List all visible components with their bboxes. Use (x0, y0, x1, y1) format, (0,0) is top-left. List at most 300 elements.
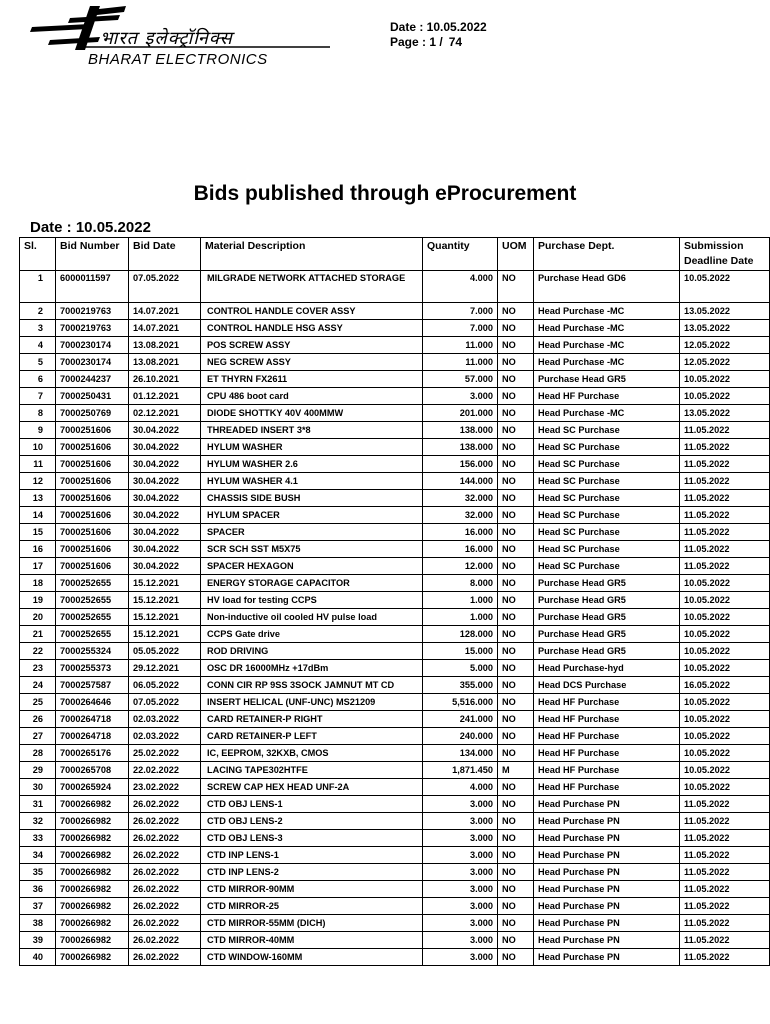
table-row (20, 524, 770, 541)
cell-quantity: 3.000 (423, 915, 498, 932)
cell-submission-deadline: 11.05.2022 (680, 932, 770, 949)
cell-quantity: 32.000 (423, 490, 498, 507)
cell-sl: 4 (20, 337, 56, 354)
cell-sl: 28 (20, 745, 56, 762)
cell-submission-deadline: 10.05.2022 (680, 609, 770, 626)
cell-purchase-dept: Head SC Purchase (534, 473, 680, 490)
cell-submission-deadline: 11.05.2022 (680, 898, 770, 915)
cell-sl: 9 (20, 422, 56, 439)
cell-uom: NO (498, 507, 534, 524)
cell-uom: NO (498, 303, 534, 320)
cell-bid-date: 26.02.2022 (129, 796, 201, 813)
cell-purchase-dept: Head SC Purchase (534, 422, 680, 439)
cell-submission-deadline: 10.05.2022 (680, 371, 770, 388)
cell-uom: NO (498, 490, 534, 507)
table-row (20, 796, 770, 813)
cell-bid-number: 7000266982 (56, 932, 129, 949)
table-row (20, 473, 770, 490)
cell-sl: 19 (20, 592, 56, 609)
cell-uom: NO (498, 524, 534, 541)
cell-bid-number: 7000251606 (56, 490, 129, 507)
cell-submission-deadline: 10.05.2022 (680, 745, 770, 762)
cell-submission-deadline: 11.05.2022 (680, 864, 770, 881)
cell-bid-date: 26.02.2022 (129, 830, 201, 847)
cell-bid-date: 05.05.2022 (129, 643, 201, 660)
cell-purchase-dept: Head Purchase-hyd (534, 660, 680, 677)
cell-bid-date: 30.04.2022 (129, 439, 201, 456)
cell-purchase-dept: Purchase Head GR5 (534, 371, 680, 388)
cell-bid-date: 26.02.2022 (129, 949, 201, 966)
cell-quantity: 156.000 (423, 456, 498, 473)
cell-sl: 14 (20, 507, 56, 524)
cell-uom: NO (498, 337, 534, 354)
table-row (20, 762, 770, 779)
cell-submission-deadline: 16.05.2022 (680, 677, 770, 694)
table-row (20, 371, 770, 388)
cell-quantity: 16.000 (423, 524, 498, 541)
cell-uom: NO (498, 745, 534, 762)
cell-quantity: 12.000 (423, 558, 498, 575)
cell-bid-number: 7000251606 (56, 456, 129, 473)
cell-quantity: 4.000 (423, 271, 498, 303)
cell-purchase-dept: Head Purchase PN (534, 796, 680, 813)
cell-uom: NO (498, 575, 534, 592)
cell-uom: NO (498, 405, 534, 422)
cell-material-description: CTD OBJ LENS-3 (201, 830, 423, 847)
cell-sl: 26 (20, 711, 56, 728)
cell-sl: 34 (20, 847, 56, 864)
table-body (20, 271, 770, 966)
cell-material-description: CTD OBJ LENS-2 (201, 813, 423, 830)
cell-sl: 22 (20, 643, 56, 660)
cell-quantity: 32.000 (423, 507, 498, 524)
cell-bid-number: 7000264718 (56, 711, 129, 728)
cell-purchase-dept: Head Purchase PN (534, 881, 680, 898)
cell-submission-deadline: 11.05.2022 (680, 541, 770, 558)
cell-quantity: 8.000 (423, 575, 498, 592)
cell-purchase-dept: Head SC Purchase (534, 558, 680, 575)
cell-purchase-dept: Head HF Purchase (534, 762, 680, 779)
table-row (20, 592, 770, 609)
cell-bid-date: 26.02.2022 (129, 881, 201, 898)
cell-bid-date: 22.02.2022 (129, 762, 201, 779)
cell-sl: 16 (20, 541, 56, 558)
cell-uom: NO (498, 643, 534, 660)
table-row (20, 660, 770, 677)
cell-uom: NO (498, 898, 534, 915)
cell-uom: NO (498, 541, 534, 558)
cell-material-description: CTD MIRROR-55MM (DICH) (201, 915, 423, 932)
cell-sl: 20 (20, 609, 56, 626)
cell-quantity: 3.000 (423, 813, 498, 830)
cell-bid-date: 15.12.2021 (129, 575, 201, 592)
cell-purchase-dept: Head Purchase PN (534, 813, 680, 830)
cell-sl: 10 (20, 439, 56, 456)
cell-sl: 1 (20, 271, 56, 303)
cell-purchase-dept: Head Purchase PN (534, 949, 680, 966)
table-row (20, 320, 770, 337)
cell-material-description: HYLUM WASHER (201, 439, 423, 456)
cell-purchase-dept: Head Purchase -MC (534, 337, 680, 354)
cell-material-description: CTD INP LENS-1 (201, 847, 423, 864)
cell-uom: NO (498, 677, 534, 694)
cell-bid-number: 6000011597 (56, 271, 129, 303)
cell-quantity: 3.000 (423, 830, 498, 847)
cell-bid-date: 29.12.2021 (129, 660, 201, 677)
cell-quantity: 128.000 (423, 626, 498, 643)
cell-bid-number: 7000255324 (56, 643, 129, 660)
cell-uom: NO (498, 354, 534, 371)
cell-bid-number: 7000250431 (56, 388, 129, 405)
cell-bid-number: 7000266982 (56, 830, 129, 847)
cell-sl: 37 (20, 898, 56, 915)
cell-quantity: 355.000 (423, 677, 498, 694)
cell-submission-deadline: 11.05.2022 (680, 422, 770, 439)
cell-material-description: CARD RETAINER-P LEFT (201, 728, 423, 745)
cell-bid-number: 7000251606 (56, 507, 129, 524)
cell-bid-date: 26.02.2022 (129, 915, 201, 932)
column-header: Material Description (201, 238, 423, 271)
table-row (20, 490, 770, 507)
cell-bid-date: 07.05.2022 (129, 271, 201, 303)
cell-material-description: DIODE SHOTTKY 40V 400MMW (201, 405, 423, 422)
cell-purchase-dept: Head HF Purchase (534, 694, 680, 711)
page-number (390, 35, 487, 50)
column-header: Bid Date (129, 238, 201, 271)
cell-submission-deadline: 10.05.2022 (680, 711, 770, 728)
cell-bid-date: 15.12.2021 (129, 609, 201, 626)
cell-purchase-dept: Head SC Purchase (534, 524, 680, 541)
cell-uom: NO (498, 830, 534, 847)
cell-purchase-dept: Head Purchase -MC (534, 303, 680, 320)
cell-purchase-dept: Head Purchase -MC (534, 405, 680, 422)
table-row (20, 864, 770, 881)
column-header: Quantity (423, 238, 498, 271)
page-label: Page : 1 / (390, 35, 443, 49)
cell-uom: NO (498, 711, 534, 728)
cell-submission-deadline: 12.05.2022 (680, 337, 770, 354)
table-row (20, 388, 770, 405)
cell-material-description: CARD RETAINER-P RIGHT (201, 711, 423, 728)
cell-quantity: 134.000 (423, 745, 498, 762)
cell-submission-deadline: 11.05.2022 (680, 830, 770, 847)
cell-quantity: 138.000 (423, 439, 498, 456)
cell-bid-number: 7000257587 (56, 677, 129, 694)
cell-submission-deadline: 13.05.2022 (680, 303, 770, 320)
cell-bid-date: 23.02.2022 (129, 779, 201, 796)
cell-bid-number: 7000251606 (56, 422, 129, 439)
table-row (20, 711, 770, 728)
cell-submission-deadline: 10.05.2022 (680, 626, 770, 643)
table-row (20, 507, 770, 524)
cell-purchase-dept: Purchase Head GR5 (534, 609, 680, 626)
cell-material-description: CONTROL HANDLE COVER ASSY (201, 303, 423, 320)
cell-material-description: CCPS Gate drive (201, 626, 423, 643)
cell-material-description: THREADED INSERT 3*8 (201, 422, 423, 439)
cell-purchase-dept: Purchase Head GD6 (534, 271, 680, 303)
cell-quantity: 11.000 (423, 354, 498, 371)
cell-uom: NO (498, 439, 534, 456)
cell-quantity: 16.000 (423, 541, 498, 558)
cell-bid-date: 30.04.2022 (129, 422, 201, 439)
cell-quantity: 3.000 (423, 388, 498, 405)
cell-uom: NO (498, 660, 534, 677)
cell-quantity: 3.000 (423, 932, 498, 949)
cell-sl: 8 (20, 405, 56, 422)
cell-submission-deadline: 11.05.2022 (680, 813, 770, 830)
cell-quantity: 144.000 (423, 473, 498, 490)
column-header: Sl. (20, 238, 56, 271)
cell-bid-date: 26.02.2022 (129, 898, 201, 915)
cell-material-description: CPU 486 boot card (201, 388, 423, 405)
cell-uom: NO (498, 813, 534, 830)
cell-material-description: CTD MIRROR-40MM (201, 932, 423, 949)
cell-submission-deadline: 11.05.2022 (680, 881, 770, 898)
cell-submission-deadline: 10.05.2022 (680, 592, 770, 609)
column-header: Submission Deadline Date (680, 238, 770, 271)
cell-material-description: CTD WINDOW-160MM (201, 949, 423, 966)
cell-material-description: MILGRADE NETWORK ATTACHED STORAGE (201, 271, 423, 303)
cell-material-description: CTD OBJ LENS-1 (201, 796, 423, 813)
cell-quantity: 3.000 (423, 881, 498, 898)
cell-material-description: CTD INP LENS-2 (201, 864, 423, 881)
table-row (20, 626, 770, 643)
cell-material-description: SPACER (201, 524, 423, 541)
cell-submission-deadline: 11.05.2022 (680, 796, 770, 813)
cell-sl: 12 (20, 473, 56, 490)
cell-quantity: 3.000 (423, 796, 498, 813)
table-row (20, 609, 770, 626)
cell-bid-number: 7000255373 (56, 660, 129, 677)
cell-sl: 7 (20, 388, 56, 405)
cell-sl: 21 (20, 626, 56, 643)
cell-uom: NO (498, 388, 534, 405)
cell-bid-date: 13.08.2021 (129, 354, 201, 371)
cell-sl: 35 (20, 864, 56, 881)
cell-bid-date: 26.10.2021 (129, 371, 201, 388)
report-date: Date : 10.05.2022 (30, 219, 151, 236)
cell-bid-number: 7000219763 (56, 303, 129, 320)
table-row (20, 677, 770, 694)
cell-submission-deadline: 10.05.2022 (680, 762, 770, 779)
cell-bid-number: 7000266982 (56, 881, 129, 898)
cell-material-description: OSC DR 16000MHz +17dBm (201, 660, 423, 677)
cell-uom: NO (498, 728, 534, 745)
cell-purchase-dept: Head HF Purchase (534, 388, 680, 405)
cell-quantity: 201.000 (423, 405, 498, 422)
table-row (20, 932, 770, 949)
cell-submission-deadline: 10.05.2022 (680, 694, 770, 711)
cell-submission-deadline: 11.05.2022 (680, 439, 770, 456)
cell-bid-date: 14.07.2021 (129, 320, 201, 337)
cell-bid-date: 26.02.2022 (129, 847, 201, 864)
cell-bid-number: 7000251606 (56, 541, 129, 558)
cell-sl: 3 (20, 320, 56, 337)
cell-bid-date: 26.02.2022 (129, 932, 201, 949)
cell-uom: NO (498, 796, 534, 813)
table-row (20, 847, 770, 864)
cell-sl: 40 (20, 949, 56, 966)
cell-purchase-dept: Head Purchase PN (534, 915, 680, 932)
cell-purchase-dept: Head Purchase PN (534, 932, 680, 949)
cell-submission-deadline: 11.05.2022 (680, 490, 770, 507)
logo-hindi-text: भारत इलेक्ट्रॉनिक्स (100, 28, 233, 49)
cell-uom: NO (498, 371, 534, 388)
table-row (20, 898, 770, 915)
header-date: Date : 10.05.2022 (390, 20, 487, 34)
cell-bid-number: 7000251606 (56, 473, 129, 490)
table-row (20, 303, 770, 320)
cell-material-description: ET THYRN FX2611 (201, 371, 423, 388)
cell-sl: 15 (20, 524, 56, 541)
cell-quantity: 4.000 (423, 779, 498, 796)
cell-bid-number: 7000266982 (56, 813, 129, 830)
cell-quantity: 241.000 (423, 711, 498, 728)
cell-purchase-dept: Head SC Purchase (534, 456, 680, 473)
table-row (20, 354, 770, 371)
table-row (20, 830, 770, 847)
cell-quantity: 1,871.450 (423, 762, 498, 779)
cell-submission-deadline: 13.05.2022 (680, 320, 770, 337)
cell-bid-number: 7000219763 (56, 320, 129, 337)
cell-sl: 31 (20, 796, 56, 813)
cell-sl: 5 (20, 354, 56, 371)
cell-uom: NO (498, 949, 534, 966)
cell-quantity: 1.000 (423, 609, 498, 626)
table-row (20, 813, 770, 830)
cell-bid-date: 02.03.2022 (129, 711, 201, 728)
cell-bid-date: 30.04.2022 (129, 541, 201, 558)
cell-uom: NO (498, 864, 534, 881)
table-header-row (20, 238, 770, 271)
cell-sl: 33 (20, 830, 56, 847)
cell-purchase-dept: Head Purchase PN (534, 847, 680, 864)
cell-submission-deadline: 10.05.2022 (680, 643, 770, 660)
cell-material-description: HYLUM WASHER 4.1 (201, 473, 423, 490)
cell-bid-number: 7000230174 (56, 337, 129, 354)
table-row (20, 271, 770, 303)
cell-sl: 38 (20, 915, 56, 932)
cell-sl: 30 (20, 779, 56, 796)
cell-quantity: 15.000 (423, 643, 498, 660)
cell-uom: M (498, 762, 534, 779)
cell-purchase-dept: Purchase Head GR5 (534, 575, 680, 592)
cell-bid-date: 01.12.2021 (129, 388, 201, 405)
cell-uom: NO (498, 915, 534, 932)
cell-quantity: 7.000 (423, 303, 498, 320)
cell-bid-number: 7000252655 (56, 592, 129, 609)
cell-quantity: 57.000 (423, 371, 498, 388)
cell-sl: 11 (20, 456, 56, 473)
cell-bid-date: 14.07.2021 (129, 303, 201, 320)
cell-material-description: IC, EEPROM, 32KXB, CMOS (201, 745, 423, 762)
cell-material-description: HV load for testing CCPS (201, 592, 423, 609)
cell-purchase-dept: Head Purchase -MC (534, 354, 680, 371)
cell-purchase-dept: Head DCS Purchase (534, 677, 680, 694)
cell-bid-number: 7000266982 (56, 915, 129, 932)
cell-purchase-dept: Head Purchase -MC (534, 320, 680, 337)
cell-sl: 18 (20, 575, 56, 592)
cell-material-description: NEG SCREW ASSY (201, 354, 423, 371)
cell-material-description: CTD MIRROR-90MM (201, 881, 423, 898)
cell-uom: NO (498, 609, 534, 626)
cell-bid-date: 15.12.2021 (129, 626, 201, 643)
column-header: Purchase Dept. (534, 238, 680, 271)
cell-submission-deadline: 11.05.2022 (680, 847, 770, 864)
table-row (20, 915, 770, 932)
cell-bid-number: 7000252655 (56, 609, 129, 626)
cell-material-description: CONTROL HANDLE HSG ASSY (201, 320, 423, 337)
table-row (20, 456, 770, 473)
table-row (20, 694, 770, 711)
cell-submission-deadline: 12.05.2022 (680, 354, 770, 371)
cell-sl: 6 (20, 371, 56, 388)
cell-quantity: 240.000 (423, 728, 498, 745)
cell-bid-date: 30.04.2022 (129, 558, 201, 575)
cell-uom: NO (498, 881, 534, 898)
cell-bid-number: 7000252655 (56, 575, 129, 592)
cell-purchase-dept: Purchase Head GR5 (534, 626, 680, 643)
cell-submission-deadline: 11.05.2022 (680, 473, 770, 490)
cell-bid-date: 02.12.2021 (129, 405, 201, 422)
table-row (20, 541, 770, 558)
cell-uom: NO (498, 694, 534, 711)
cell-bid-number: 7000264718 (56, 728, 129, 745)
cell-uom: NO (498, 626, 534, 643)
page-title: Bids published through eProcurement (193, 182, 577, 205)
cell-bid-number: 7000244237 (56, 371, 129, 388)
table-row (20, 439, 770, 456)
cell-uom: NO (498, 558, 534, 575)
table-row (20, 337, 770, 354)
cell-submission-deadline: 10.05.2022 (680, 728, 770, 745)
cell-sl: 23 (20, 660, 56, 677)
table-row (20, 779, 770, 796)
column-header: Bid Number (56, 238, 129, 271)
column-header: UOM (498, 238, 534, 271)
table-row (20, 728, 770, 745)
company-logo (30, 4, 340, 68)
cell-bid-number: 7000266982 (56, 898, 129, 915)
cell-quantity: 1.000 (423, 592, 498, 609)
cell-sl: 2 (20, 303, 56, 320)
cell-submission-deadline: 10.05.2022 (680, 271, 770, 303)
cell-submission-deadline: 11.05.2022 (680, 524, 770, 541)
cell-bid-number: 7000251606 (56, 439, 129, 456)
cell-uom: NO (498, 847, 534, 864)
cell-material-description: SCR SCH SST M5X75 (201, 541, 423, 558)
cell-submission-deadline: 10.05.2022 (680, 779, 770, 796)
cell-sl: 25 (20, 694, 56, 711)
cell-uom: NO (498, 320, 534, 337)
cell-material-description: ENERGY STORAGE CAPACITOR (201, 575, 423, 592)
cell-material-description: HYLUM SPACER (201, 507, 423, 524)
cell-bid-number: 7000265708 (56, 762, 129, 779)
cell-submission-deadline: 10.05.2022 (680, 388, 770, 405)
cell-uom: NO (498, 473, 534, 490)
cell-material-description: CHASSIS SIDE BUSH (201, 490, 423, 507)
cell-sl: 29 (20, 762, 56, 779)
cell-bid-date: 15.12.2021 (129, 592, 201, 609)
cell-material-description: SPACER HEXAGON (201, 558, 423, 575)
cell-bid-number: 7000265924 (56, 779, 129, 796)
table-row (20, 558, 770, 575)
cell-quantity: 5,516.000 (423, 694, 498, 711)
cell-purchase-dept: Head SC Purchase (534, 507, 680, 524)
cell-submission-deadline: 13.05.2022 (680, 405, 770, 422)
cell-purchase-dept: Head HF Purchase (534, 728, 680, 745)
cell-quantity: 138.000 (423, 422, 498, 439)
